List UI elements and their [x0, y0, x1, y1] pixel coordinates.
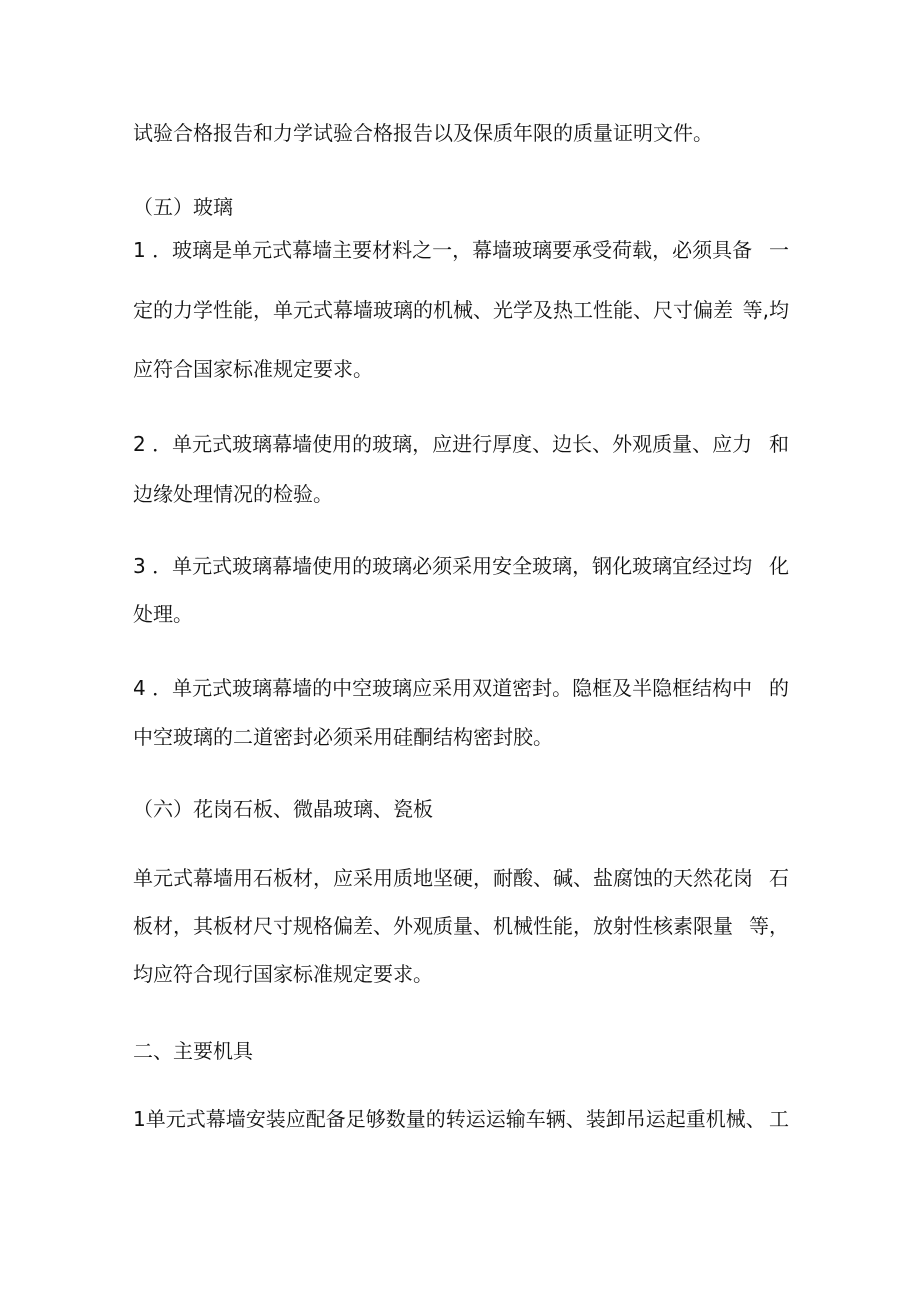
paragraph-line	[133, 725, 789, 749]
text: 1 ．玻璃是单元式幕墙主要材料之一，幕墙玻璃要承受荷载，必须具备	[133, 238, 753, 262]
text: 化	[769, 554, 789, 578]
text: 试验合格报告和力学试验合格报告以及保质年限的质量证明文件。	[133, 121, 713, 145]
text: 1单元式幕墙安装应配备足够数量的转运运输车辆、装卸吊运起重机械、	[133, 1107, 766, 1131]
text: 等,均	[742, 298, 789, 322]
text: 2 ．单元式玻璃幕墙使用的玻璃，应进行厚度、边长、外观质量、应力	[133, 432, 753, 456]
paragraph-line	[133, 866, 789, 890]
paragraph-line	[133, 962, 789, 986]
paragraph-line	[133, 121, 789, 145]
paragraph-line	[133, 1107, 789, 1131]
text: 3 ．单元式玻璃幕墙使用的玻璃必须采用安全玻璃，钢化玻璃宜经过均	[133, 554, 753, 578]
section-heading-glass	[133, 195, 789, 219]
text: 板材，其板材尺寸规格偏差、外观质量、机械性能，放射性核素限量	[133, 914, 733, 938]
paragraph-line	[133, 602, 789, 626]
heading-text: （六）花岗石板、微晶玻璃、瓷板	[133, 797, 433, 821]
text: 工	[769, 1107, 789, 1131]
paragraph-line	[133, 676, 789, 700]
section-heading-stone	[133, 797, 789, 821]
heading-text: 二、主要机具	[133, 1039, 253, 1063]
text: 和	[769, 432, 789, 456]
text: 4 ．单元式玻璃幕墙的中空玻璃应采用双道密封。隐框及半隐框结构中	[133, 676, 753, 700]
text: 边缘处理情况的检验。	[133, 482, 333, 506]
text: 均应符合现行国家标准规定要求。	[133, 962, 433, 986]
paragraph-line	[133, 914, 789, 938]
paragraph-line	[133, 238, 789, 262]
section-heading-tools	[133, 1039, 789, 1063]
paragraph-line	[133, 357, 789, 381]
text: 等，	[749, 914, 789, 938]
heading-text: （五）玻璃	[133, 195, 233, 219]
text: 中空玻璃的二道密封必须采用硅酮结构密封胶。	[133, 725, 553, 749]
text: 处理。	[133, 602, 193, 626]
text: 一	[769, 238, 789, 262]
text: 的	[769, 676, 789, 700]
text: 应符合国家标准规定要求。	[133, 357, 373, 381]
paragraph-line	[133, 298, 789, 322]
text: 石	[769, 866, 789, 890]
paragraph-line	[133, 432, 789, 456]
text: 定的力学性能，单元式幕墙玻璃的机械、光学及热工性能、尺寸偏差	[133, 298, 733, 322]
text: 单元式幕墙用石板材，应采用质地坚硬，耐酸、碱、盐腐蚀的天然花岗	[133, 866, 753, 890]
paragraph-line	[133, 482, 789, 506]
paragraph-line	[133, 554, 789, 578]
